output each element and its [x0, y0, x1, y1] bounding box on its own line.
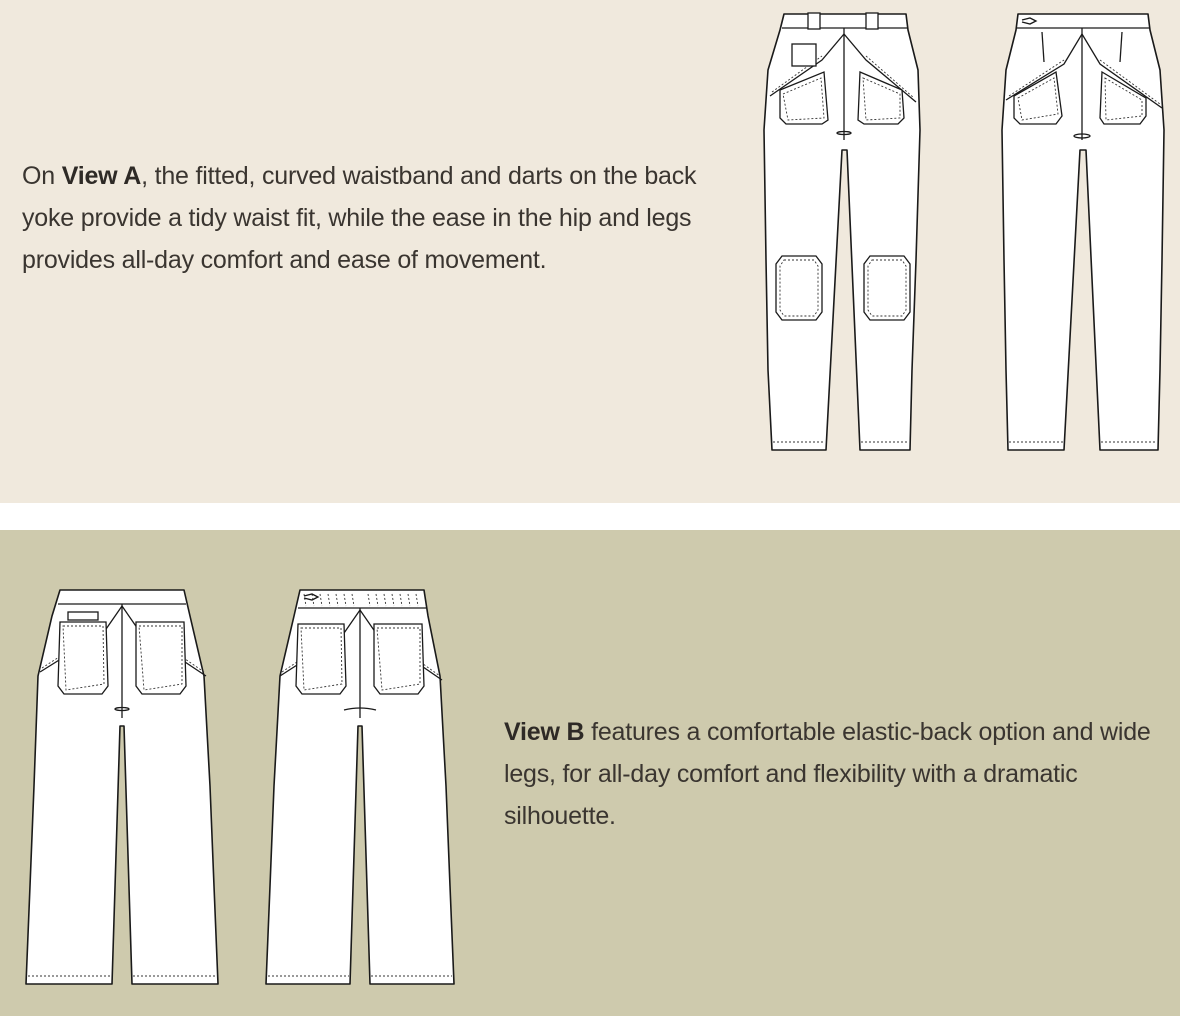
- view-a-label: View A: [61, 162, 142, 190]
- view-b-label: View B: [504, 718, 585, 746]
- view-b-section: [0, 530, 1180, 1016]
- view-b-pants-elastic-back-illustration: [264, 586, 464, 996]
- view-a-pants-back-knee-patch-illustration: [762, 10, 932, 460]
- view-a-section: [0, 0, 1180, 503]
- view-a-description: [22, 155, 722, 281]
- view-b-text-rest: features a comfortable elastic-back option and wide legs, for all-day comfort and flexibility with a dramatic silhouette.: [504, 718, 1151, 830]
- view-a-pants-back-illustration: [1000, 10, 1170, 460]
- view-b-description: [504, 711, 1169, 837]
- view-a-text-prefix: On: [22, 162, 62, 190]
- view-a-text-rest: , the fitted, curved waistband and darts on the back yoke provide a tidy waist fit, while the ease in the hip and legs provides all-day comfort and ease of movement.: [22, 162, 697, 274]
- view-b-pants-back-illustration: [24, 586, 224, 996]
